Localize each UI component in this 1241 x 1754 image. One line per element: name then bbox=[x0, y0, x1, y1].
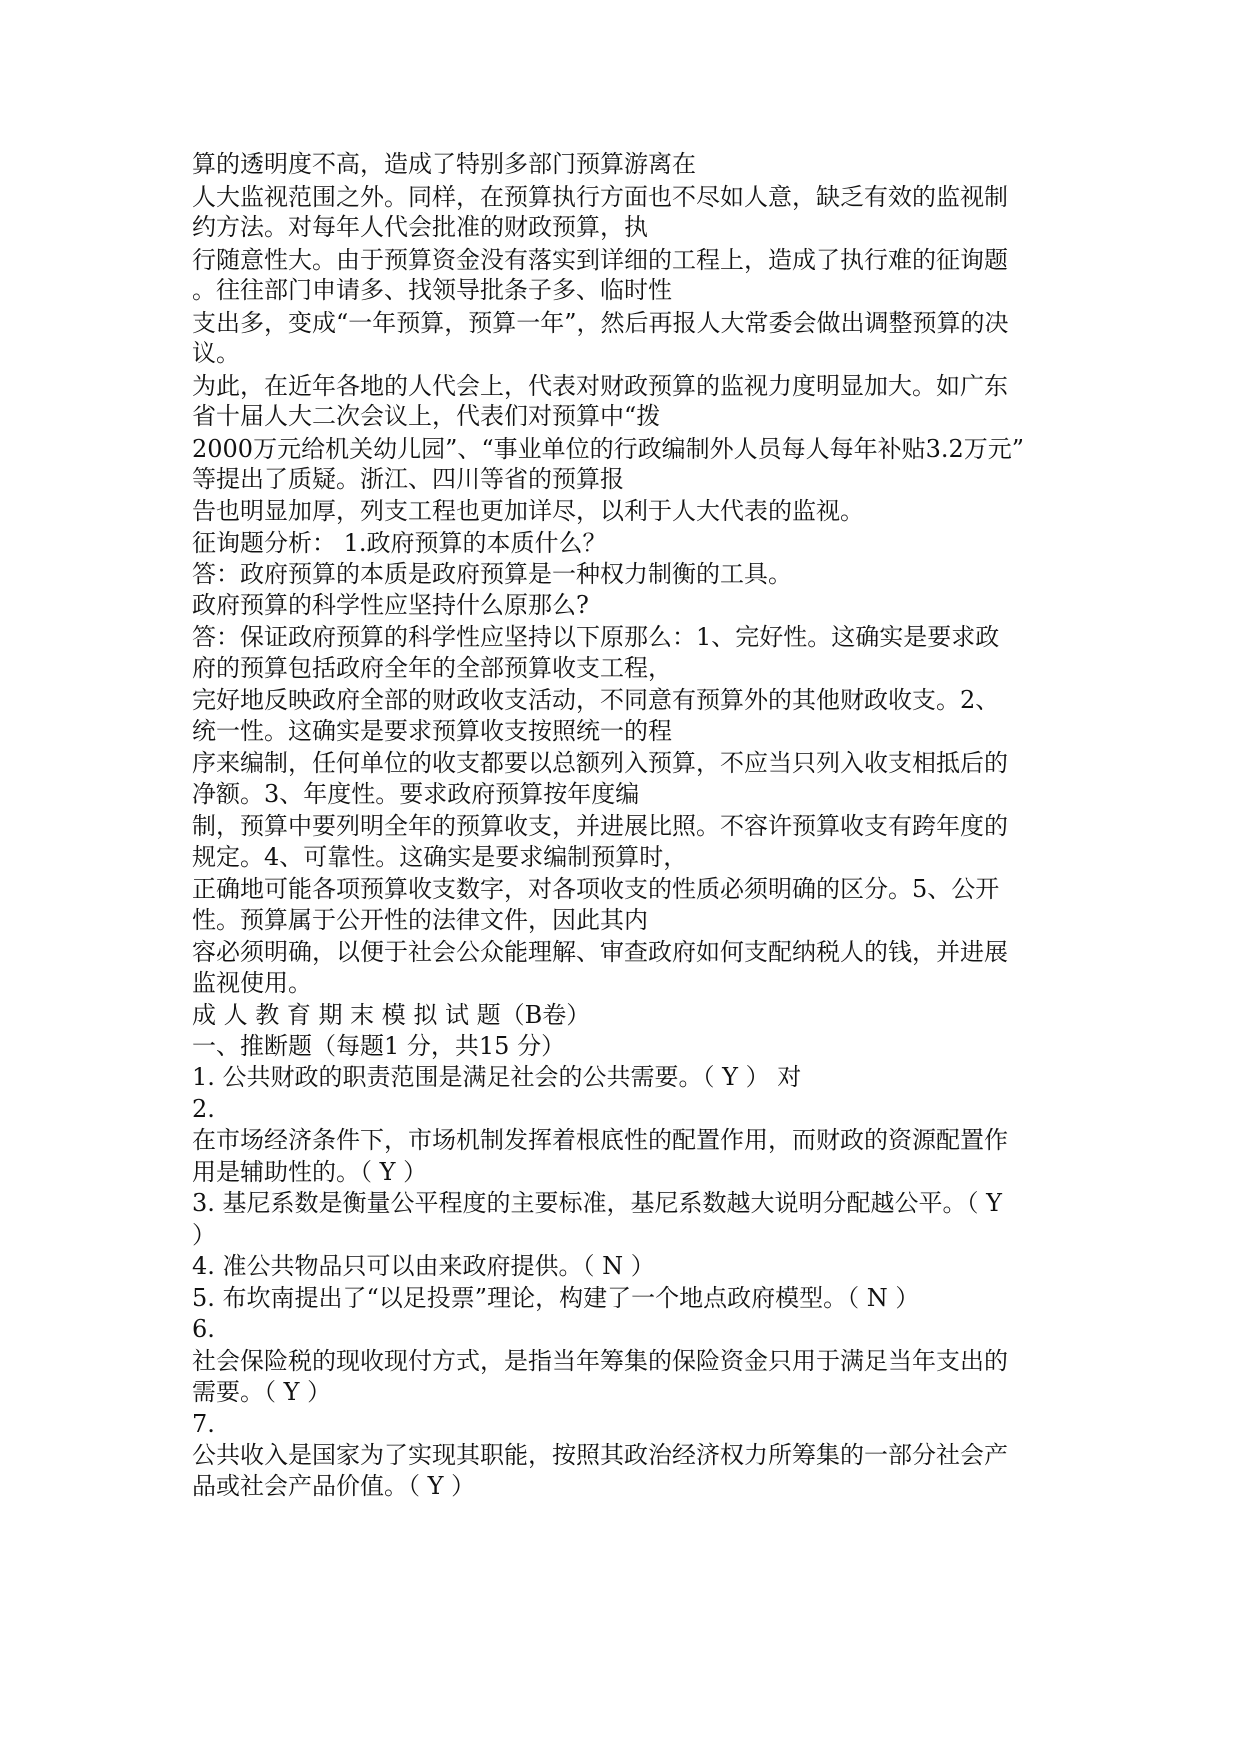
text-line: 征询题分析： 1.政府预算的本质什么？ bbox=[192, 529, 607, 557]
text-line: 7. bbox=[192, 1410, 215, 1438]
text-line: 答：保证政府预算的科学性应坚持以下原那么：1、完好性。这确实是要求政 bbox=[192, 623, 1000, 651]
text-line: 在市场经济条件下，市场机制发挥着根底性的配置作用，而财政的资源配置作 bbox=[192, 1126, 1008, 1154]
text-line: 统一性。这确实是要求预算收支按照统一的程 bbox=[192, 717, 672, 745]
text-line: 算的透明度不高，造成了特别多部门预算游离在 bbox=[192, 150, 696, 178]
text-line: 正确地可能各项预算收支数字，对各项收支的性质必须明确的区分。5、公开 bbox=[192, 875, 1000, 903]
text-line: 需要。（ Y ） bbox=[192, 1378, 332, 1406]
text-line: 容必须明确，以便于社会公众能理解、审查政府如何支配纳税人的钱，并进展 bbox=[192, 938, 1008, 966]
text-line: 行随意性大。由于预算资金没有落实到详细的工程上，造成了执行难的征询题 bbox=[192, 246, 1008, 274]
text-line: 用是辅助性的。（ Y ） bbox=[192, 1158, 428, 1186]
text-line: 品或社会产品价值。（ Y ） bbox=[192, 1472, 476, 1500]
text-line: 2. bbox=[192, 1095, 215, 1123]
text-line: 答：政府预算的本质是政府预算是一种权力制衡的工具。 bbox=[192, 560, 792, 588]
text-line: 府的预算包括政府全年的全部预算收支工程， bbox=[192, 654, 672, 682]
text-line: 政府预算的科学性应坚持什么原那么? bbox=[192, 591, 589, 619]
text-line: 监视使用。 bbox=[192, 969, 312, 997]
text-line: 。往往部门申请多、找领导批条子多、临时性 bbox=[192, 276, 672, 304]
text-line: 公共收入是国家为了实现其职能，按照其政治经济权力所筹集的一部分社会产 bbox=[192, 1441, 1008, 1469]
text-line: 议。 bbox=[192, 339, 240, 367]
text-line: 约方法。对每年人代会批准的财政预算，执 bbox=[192, 213, 648, 241]
text-line: ） bbox=[192, 1221, 216, 1249]
text-line: 支出多，变成“一年预算，预算一年”，然后再报人大常委会做出调整预算的决 bbox=[192, 309, 1009, 337]
text-line: 人大监视范围之外。同样，在预算执行方面也不尽如人意，缺乏有效的监视制 bbox=[192, 183, 1008, 211]
text-line: 等提出了质疑。浙江、四川等省的预算报 bbox=[192, 465, 624, 493]
text-line: 1. 公共财政的职责范围是满足社会的公共需要。（ Y ） 对 bbox=[192, 1063, 802, 1091]
text-line: 制，预算中要列明全年的预算收支，并进展比照。不容许预算收支有跨年度的 bbox=[192, 812, 1008, 840]
text-line: 4. 准公共物品只可以由来政府提供。（ N ） bbox=[192, 1252, 655, 1280]
text-line: 性。预算属于公开性的法律文件，因此其内 bbox=[192, 906, 648, 934]
text-line: 告也明显加厚，列支工程也更加详尽，以利于人大代表的监视。 bbox=[192, 497, 864, 525]
text-line: 3. 基尼系数是衡量公平程度的主要标准，基尼系数越大说明分配越公平。（ Y bbox=[192, 1189, 1002, 1217]
text-line: 2000万元给机关幼儿园”、“事业单位的行政编制外人员每人每年补贴3.2万元” bbox=[192, 435, 1025, 463]
text-line: 序来编制，任何单位的收支都要以总额列入预算，不应当只列入收支相抵后的 bbox=[192, 749, 1008, 777]
text-line: 6. bbox=[192, 1315, 215, 1343]
text-line: 为此，在近年各地的人代会上，代表对财政预算的监视力度明显加大。如广东 bbox=[192, 372, 1008, 400]
text-line: 成 人 教 育 期 末 模 拟 试 题（B卷） bbox=[192, 1001, 591, 1029]
text-line: 规定。4、可靠性。这确实是要求编制预算时， bbox=[192, 843, 688, 871]
text-line: 社会保险税的现收现付方式，是指当年筹集的保险资金只用于满足当年支出的 bbox=[192, 1347, 1008, 1375]
text-line: 净额。3、年度性。要求政府预算按年度编 bbox=[192, 780, 640, 808]
text-line: 一、推断题（每题1 分，共15 分） bbox=[192, 1032, 566, 1060]
text-line: 省十届人大二次会议上，代表们对预算中“拨 bbox=[192, 402, 661, 430]
text-line: 完好地反映政府全部的财政收支活动，不同意有预算外的其他财政收支。2、 bbox=[192, 686, 1000, 714]
text-line: 5. 布坎南提出了“以足投票”理论，构建了一个地点政府模型。（ N ） bbox=[192, 1284, 920, 1312]
